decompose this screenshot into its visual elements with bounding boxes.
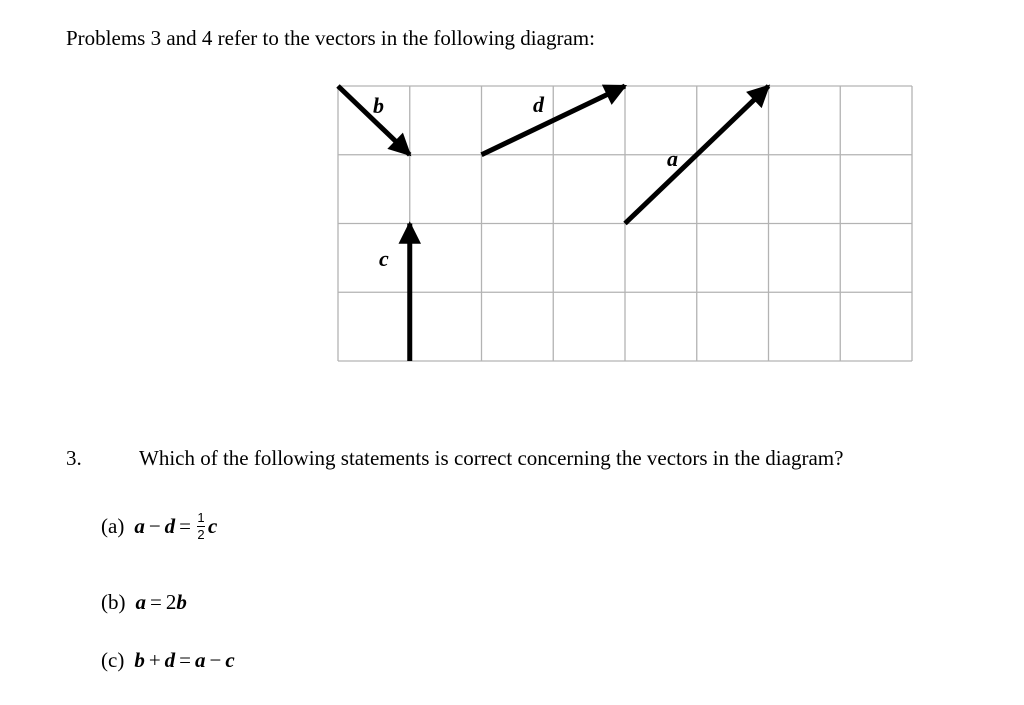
option-a-v3: c <box>208 514 218 538</box>
option-a-v1: a <box>134 514 145 538</box>
option-a-eq: = <box>179 514 191 538</box>
question-number: 3. <box>66 446 82 470</box>
option-a-minus: − <box>148 514 161 538</box>
option-b[interactable] <box>101 590 187 615</box>
option-b-v2: b <box>176 590 187 614</box>
option-c-label: (c) <box>101 648 125 672</box>
vector-label-b: b <box>373 93 384 118</box>
option-c[interactable] <box>101 648 235 673</box>
vector-label-c: c <box>379 246 389 271</box>
intro-text: Problems 3 and 4 refer to the vectors in the following diagram: <box>66 26 595 50</box>
option-c-v1: b <box>134 648 145 672</box>
option-b-eq: = <box>150 590 162 614</box>
option-a[interactable] <box>101 510 217 543</box>
vector-label-a: a <box>667 146 678 171</box>
option-b-label: (b) <box>101 590 126 614</box>
option-c-eq: = <box>179 648 191 672</box>
option-c-v2: d <box>164 648 176 672</box>
option-c-v3: a <box>195 648 206 672</box>
option-a-num: 1 <box>197 510 205 525</box>
vector-label-d: d <box>533 92 544 117</box>
option-c-minus: − <box>209 648 222 672</box>
option-b-coef: 2 <box>165 590 177 614</box>
option-c-plus: + <box>148 648 161 672</box>
option-a-v2: d <box>164 514 176 538</box>
option-c-v4: c <box>225 648 235 672</box>
option-a-den: 2 <box>197 527 205 542</box>
question-text: Which of the following statements is correct concerning the vectors in the diagram? <box>139 446 844 470</box>
option-a-fraction <box>197 510 205 543</box>
option-a-label: (a) <box>101 514 125 538</box>
option-b-v1: a <box>135 590 146 614</box>
